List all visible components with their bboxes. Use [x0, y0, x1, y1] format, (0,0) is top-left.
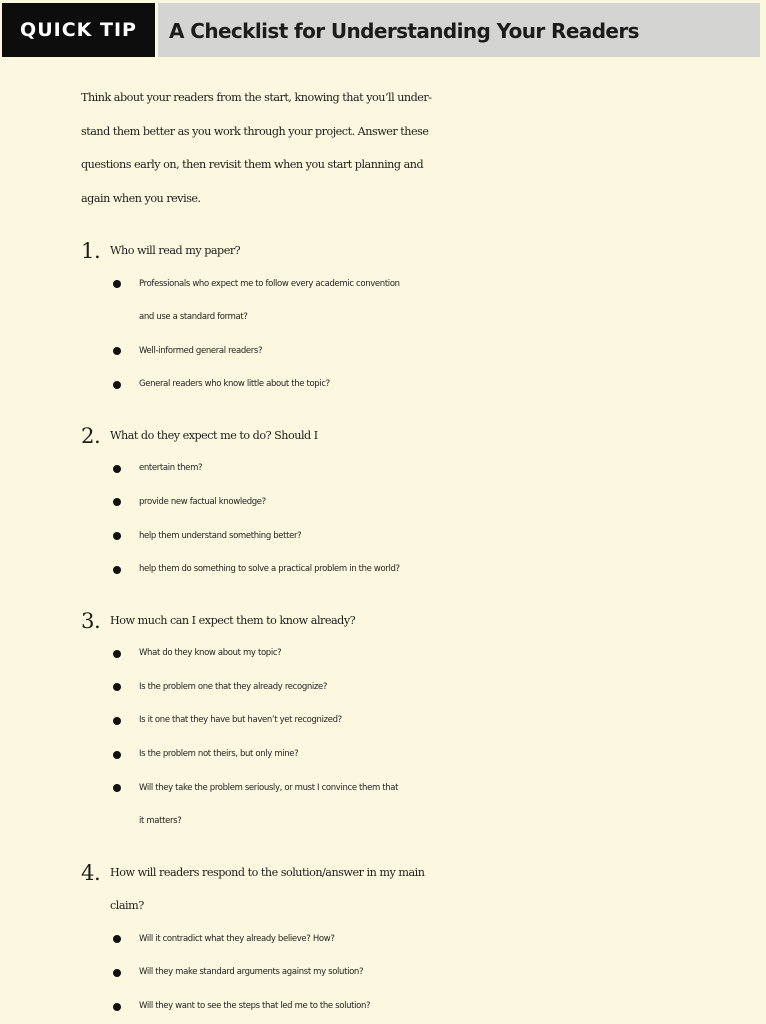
sub-question-line: Is it one that they have but haven’t yet recognized? [139, 715, 342, 726]
question-list [81, 234, 761, 1024]
sub-question-line: Professionals who expect me to follow every academic convention [139, 278, 400, 289]
sub-question-line: entertain them? [139, 463, 203, 474]
bullet-icon [113, 650, 121, 658]
sub-question-line: Will they take the problem seriously, or must I convince them that [139, 782, 399, 793]
question-3 [81, 604, 761, 839]
tip-header [0, 3, 760, 57]
checklist-content [81, 81, 761, 1024]
sub-question [81, 772, 761, 839]
sub-question-line: help them understand something better? [139, 530, 302, 541]
question-text [81, 419, 761, 453]
sub-question [81, 486, 761, 520]
bullet-icon [113, 935, 121, 943]
sub-question-list [81, 923, 761, 1024]
question-line: Who will read my paper? [110, 244, 241, 257]
question-number: 1. [81, 238, 101, 263]
bullet-icon [113, 784, 121, 792]
sub-question-line: Will they make standard arguments against my solution? [139, 967, 364, 978]
question-line: claim? [110, 899, 144, 913]
sub-question-line: Will they want to see the steps that led me to the solution? [139, 1001, 371, 1011]
bullet-icon [113, 1003, 121, 1011]
question-line: How much can I expect them to know already? [110, 613, 356, 627]
bullet-icon [113, 566, 121, 574]
question-line: What do they expect me to do? Should I [110, 428, 318, 442]
question-text [81, 604, 761, 638]
bullet-icon [113, 532, 121, 540]
sub-question-list [81, 452, 761, 586]
sub-question-line: help them do something to solve a practical problem in the world? [139, 564, 400, 575]
sub-question-line: What do they know about my topic? [139, 648, 282, 659]
sub-question [81, 368, 761, 402]
sub-question [81, 671, 761, 705]
sub-question [81, 335, 761, 369]
intro-line: stand them better as you work through your project. Answer these [81, 124, 429, 138]
bullet-icon [113, 751, 121, 759]
question-number: 2. [81, 422, 101, 448]
bullet-icon [113, 683, 121, 691]
question-line: How will readers respond to the solution/answer in my main [110, 865, 425, 879]
sub-question [81, 990, 761, 1024]
question-number: 3. [81, 607, 101, 633]
intro-line: Think about your readers from the start, knowing that you’ll under- [81, 91, 432, 104]
bullet-icon [113, 717, 121, 725]
quick-tip-label: QUICK TIP [2, 3, 155, 57]
sub-question [81, 704, 761, 738]
sub-question [81, 553, 761, 587]
sub-question-list [81, 268, 761, 402]
bullet-icon [113, 465, 121, 473]
bullet-icon [113, 347, 121, 355]
question-number: 4. [81, 859, 101, 885]
bullet-icon [113, 280, 121, 288]
sub-question-line: Will it contradict what they already believe? How? [139, 933, 335, 944]
sub-question-line: General readers who know little about the topic? [139, 379, 330, 390]
tip-title-bar [158, 3, 760, 57]
sub-question-line: provide new factual knowledge? [139, 496, 266, 507]
sub-question [81, 923, 761, 957]
question-2 [81, 419, 761, 587]
sub-question [81, 637, 761, 671]
sub-question-line: and use a standard format? [139, 312, 248, 323]
bullet-icon [113, 498, 121, 506]
intro-paragraph [81, 81, 761, 215]
bullet-icon [113, 381, 121, 389]
question-text [81, 856, 761, 923]
tip-title: A Checklist for Understanding Your Readers [169, 19, 639, 43]
intro-line: questions early on, then revisit them when you start planning and [81, 158, 424, 171]
intro-line: again when you revise. [81, 191, 201, 205]
sub-question [81, 738, 761, 772]
bullet-icon [113, 969, 121, 977]
sub-question [81, 520, 761, 554]
sub-question-line: Well-informed general readers? [139, 345, 263, 356]
question-text [81, 234, 761, 268]
question-4 [81, 856, 761, 1024]
sub-question [81, 268, 761, 335]
sub-question-line: Is the problem not theirs, but only mine? [139, 749, 299, 760]
sub-question-line: it matters? [139, 816, 182, 827]
sub-question-list [81, 637, 761, 839]
sub-question-line: Is the problem one that they already recognize? [139, 681, 328, 692]
question-1 [81, 234, 761, 402]
sub-question [81, 956, 761, 990]
sub-question [81, 452, 761, 486]
